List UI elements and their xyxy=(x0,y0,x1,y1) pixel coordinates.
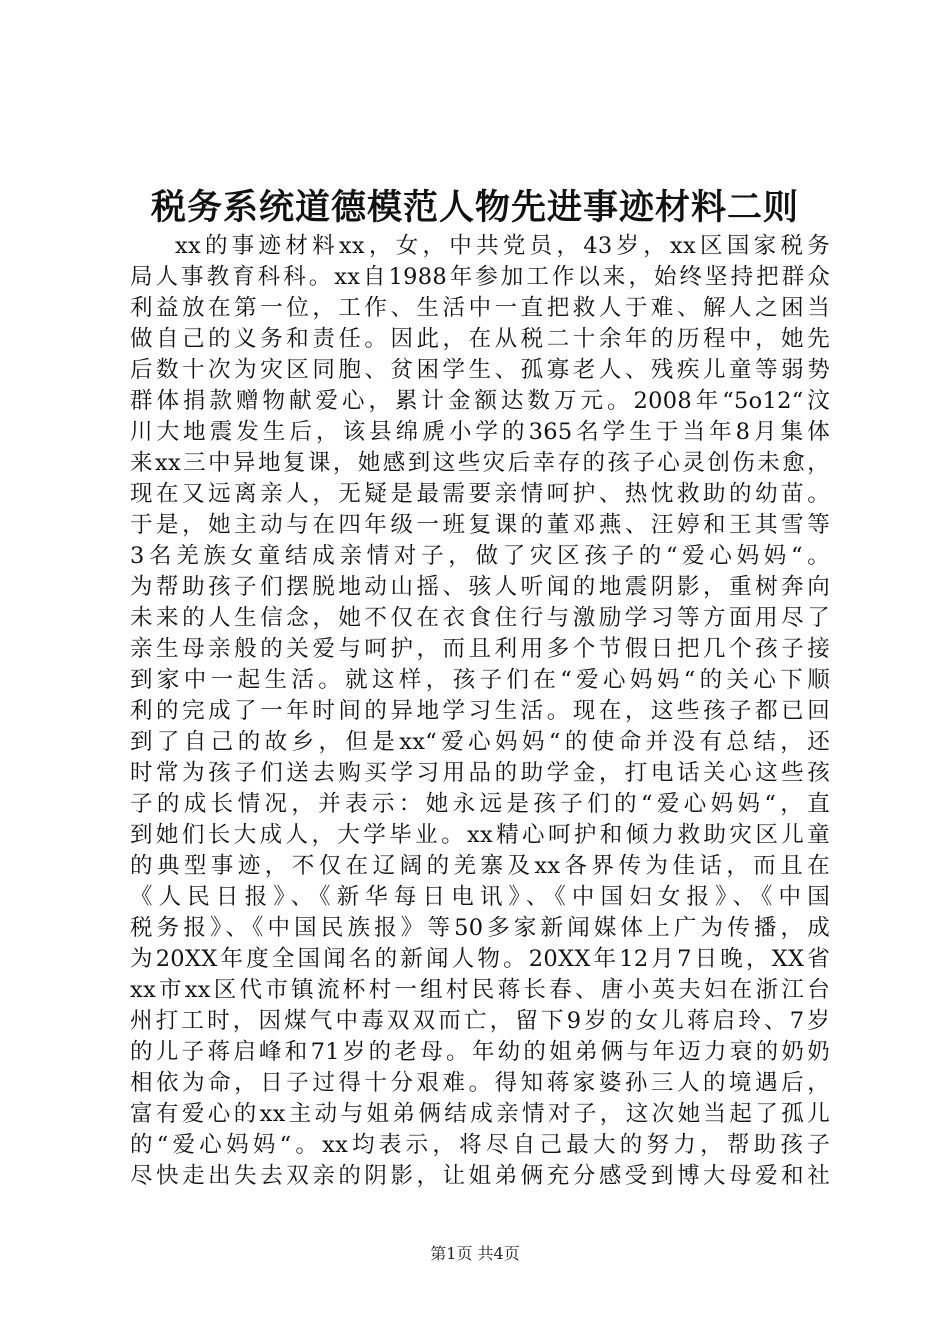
body-line: 州打工时，因煤气中毒双双而亡，留下9岁的女儿蒋启玲、7岁 xyxy=(130,1008,830,1034)
body-line: 未来的人生信念，她不仅在衣食住行与激励学习等方面用尽了 xyxy=(130,605,830,631)
body-line: xx市xx区代市镇流杯村一组村民蒋长春、唐小英夫妇在浙江台 xyxy=(130,977,830,1003)
body-line: 到她们长大成人，大学毕业。xx精心呵护和倾力救助灾区儿童 xyxy=(130,822,830,848)
body-line: 到了自己的故乡，但是xx“爱心妈妈“的使命并没有总结，还 xyxy=(130,729,830,755)
body-line: 川大地震发生后，该县绵虒小学的365名学生于当年8月集体 xyxy=(130,419,830,445)
body-line: 局人事教育科科。xx自1988年参加工作以来，始终坚持把群众 xyxy=(130,264,830,290)
body-line: 相依为命，日子过得十分艰难。得知蒋家婆孙三人的境遇后， xyxy=(130,1070,830,1096)
body-line: 于是，她主动与在四年级一班复课的董邓燕、汪婷和王其雪等 xyxy=(130,512,830,538)
body-line: 时常为孩子们送去购买学习用品的助学金，打电话关心这些孩 xyxy=(130,760,830,786)
body-line: 后数十次为灾区同胞、贫困学生、孤寡老人、残疾儿童等弱势 xyxy=(130,357,830,383)
page-footer: 第1页 共4页 xyxy=(430,1244,520,1263)
body-line: 为20XX年度全国闻名的新闻人物。20XX年12月7日晚，XX省 xyxy=(130,946,830,972)
body-line: 现在又远离亲人，无疑是最需要亲情呵护、热忱救助的幼苗。 xyxy=(130,481,830,507)
body-line: 的典型事迹，不仅在辽阔的羌寨及xx各界传为佳话，而且在 xyxy=(130,853,830,879)
body-line: 的“爱心妈妈“。xx均表示，将尽自己最大的努力，帮助孩子 xyxy=(130,1132,830,1158)
body-line: xx的事迹材料xx，女，中共党员，43岁，xx区国家税务 xyxy=(175,233,830,259)
body-line: 利的完成了一年时间的异地学习生活。现在，这些孩子都已回 xyxy=(130,698,830,724)
body-line: 来xx三中异地复课，她感到这些灾后幸存的孩子心灵创伤未愈， xyxy=(130,450,830,476)
body-line: 做自己的义务和责任。因此，在从税二十余年的历程中，她先 xyxy=(130,326,830,352)
document-body xyxy=(130,231,830,1192)
body-line: 的儿子蒋启峰和71岁的老母。年幼的姐弟俩与年迈力衰的奶奶 xyxy=(130,1039,830,1065)
body-line: 子的成长情况，并表示：她永远是孩子们的“爱心妈妈“，直 xyxy=(130,791,830,817)
body-line: 群体捐款赠物献爱心，累计金额达数万元。2008年“5o12“汶 xyxy=(130,388,830,414)
body-line: 利益放在第一位，工作、生活中一直把救人于难、解人之困当 xyxy=(130,295,830,321)
body-line: 亲生母亲般的关爱与呵护，而且利用多个节假日把几个孩子接 xyxy=(130,636,830,662)
body-line: 《人民日报》、《新华每日电讯》、《中国妇女报》、《中国 xyxy=(130,884,830,910)
body-line: 税务报》、《中国民族报》等50多家新闻媒体上广为传播，成 xyxy=(130,915,830,941)
body-line: 富有爱心的xx主动与姐弟俩结成亲情对子，这次她当起了孤儿 xyxy=(130,1101,830,1127)
body-line: 3名羌族女童结成亲情对子，做了灾区孩子的“爱心妈妈“。 xyxy=(130,543,830,569)
body-line: 到家中一起生活。就这样，孩子们在“爱心妈妈“的关心下顺 xyxy=(130,667,830,693)
body-line: 为帮助孩子们摆脱地动山摇、骇人听闻的地震阴影，重树奔向 xyxy=(130,574,830,600)
body-line: 尽快走出失去双亲的阴影，让姐弟俩充分感受到博大母爱和社 xyxy=(130,1163,830,1189)
document-title: 税务系统道德模范人物先进事迹材料二则 xyxy=(150,187,799,228)
